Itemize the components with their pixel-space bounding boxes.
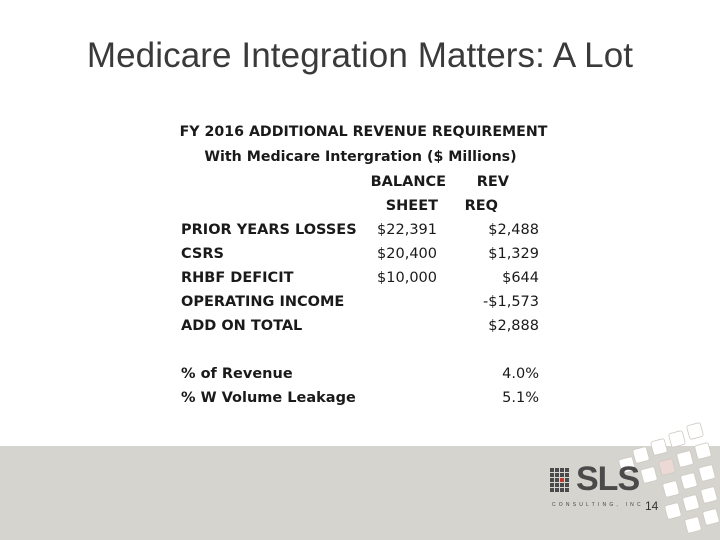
table-heading-line2: With Medicare Intergration ($ Millions) <box>204 149 517 165</box>
row-rev: $1,329 <box>488 246 539 262</box>
col-rev-header-2: REQ <box>464 198 498 214</box>
row-label: PRIOR YEARS LOSSES <box>181 222 357 238</box>
row-balance: $10,000 <box>377 270 437 286</box>
logo-subtitle: CONSULTING, INC <box>552 502 644 508</box>
table-row <box>178 242 543 266</box>
row-rev: 5.1% <box>502 390 539 406</box>
row-label: CSRS <box>181 246 224 262</box>
row-balance: $20,400 <box>377 246 437 262</box>
row-rev: $2,888 <box>488 318 539 334</box>
company-logo <box>550 460 650 514</box>
row-rev: -$1,573 <box>483 294 539 310</box>
row-label: % of Revenue <box>181 366 293 382</box>
revenue-table <box>178 120 548 410</box>
row-rev: $2,488 <box>488 222 539 238</box>
table-row <box>178 362 543 386</box>
column-header-row-1 <box>178 170 543 194</box>
row-rev: 4.0% <box>502 366 539 382</box>
table-row <box>178 290 543 314</box>
page-number: 14 <box>645 499 659 513</box>
column-header-row-2 <box>178 194 543 218</box>
col-balance-header: BALANCE <box>370 174 446 190</box>
row-label: ADD ON TOTAL <box>181 318 303 334</box>
table-row <box>178 386 543 410</box>
col-balance-header-2: SHEET <box>385 198 438 214</box>
slide-title: Medicare Integration Matters: A Lot <box>86 36 634 75</box>
table-heading-line1: FY 2016 ADDITIONAL REVENUE REQUIREMENT <box>179 124 548 140</box>
logo-text: SLS <box>576 460 640 498</box>
table-row <box>178 314 543 338</box>
table-spacer <box>178 338 543 362</box>
row-label: % W Volume Leakage <box>181 390 356 406</box>
logo-grid-icon <box>550 466 576 492</box>
row-label: OPERATING INCOME <box>181 294 345 310</box>
col-rev-header: REV <box>476 174 509 190</box>
row-rev: $644 <box>502 270 539 286</box>
row-label: RHBF DEFICIT <box>181 270 294 286</box>
row-balance: $22,391 <box>377 222 437 238</box>
table-row <box>178 266 543 290</box>
table-row <box>178 218 543 242</box>
